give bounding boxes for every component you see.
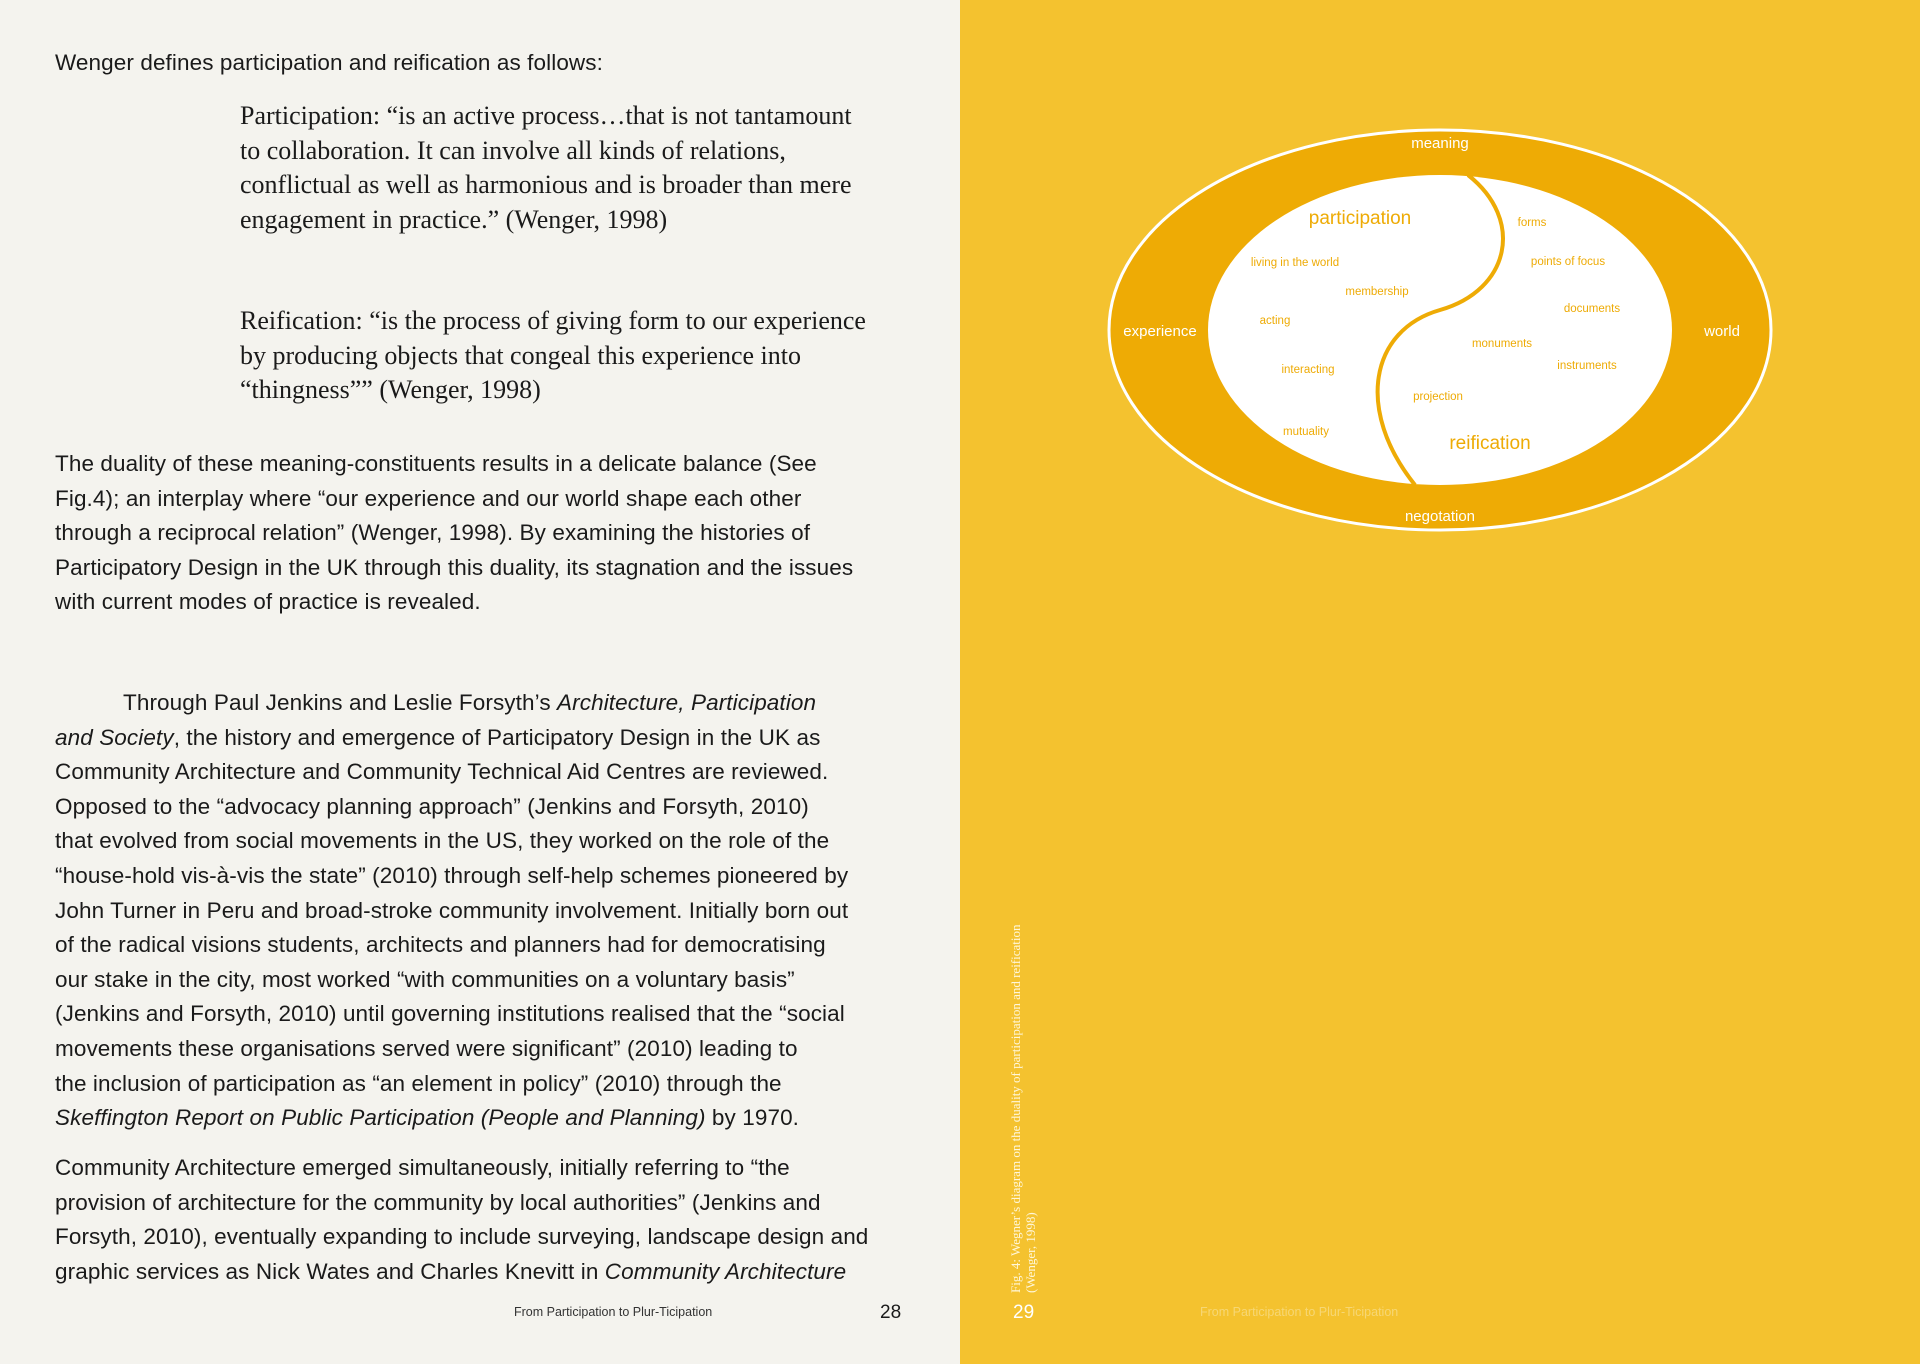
book-title-italic: Architecture, Participation [557, 690, 817, 715]
quote-reification [240, 304, 920, 408]
paragraph-line: Community Architecture emerged simultaneously, initially referring to “the [55, 1155, 790, 1180]
book-title-italic: Community Architecture [604, 1258, 847, 1284]
inner-ellipse [1208, 175, 1672, 485]
paragraph-line: that evolved from social movements in the US, they worked on the role of the [55, 828, 830, 854]
community-paragraph [55, 1151, 915, 1289]
term-living-in-the-world: living in the world [1250, 257, 1340, 269]
paragraph-line: (Jenkins and Forsyth, 2010) until governing institutions realised that the “social [55, 1001, 845, 1027]
term-membership: membership [1345, 286, 1409, 298]
quote-line: Participation: “is an active process…that is not tantamount [240, 101, 852, 130]
paragraph-line [55, 1255, 915, 1290]
paragraph-line: Community Architecture and Community Technical Aid Centres are reviewed. [55, 759, 829, 785]
paragraph-line: of the radical visions students, architects and planners had for democratising [55, 932, 826, 958]
paragraph-line: John Turner in Peru and broad-stroke community involvement. Initially born out [55, 897, 849, 923]
participation-title: participation [1308, 208, 1412, 229]
running-footer-right: From Participation to Plur-Ticipation [1200, 1305, 1399, 1319]
term-points-of-focus: points of focus [1530, 256, 1606, 268]
reification-title: reification [1449, 433, 1531, 454]
paragraph-line [55, 721, 915, 756]
quote-line: conflictual as well as harmonious and is broader than mere [240, 170, 852, 199]
term-documents: documents [1563, 303, 1621, 315]
quote-line: to collaboration. It can involve all kinds of relations, [240, 135, 786, 165]
paragraph-line [55, 686, 915, 721]
term-projection: projection [1413, 391, 1463, 403]
paragraph-line: the inclusion of participation as “an element in policy” (2010) through the [55, 1070, 782, 1096]
paragraph-line: our stake in the city, most worked “with communities on a voluntary basis” [55, 966, 795, 992]
paragraph-line: “house-hold vis-à-vis the state” (2010) through self-help schemes pioneered by [55, 862, 849, 888]
paragraph-line: movements these organisations served were significant” (2010) leading to [55, 1035, 798, 1061]
label-negotation: negotation [1404, 508, 1476, 525]
figure-caption: Fig. 4: Wegner’s diagram on the duality of participation and reification (Wenger, 1998) [1008, 924, 1038, 1293]
page-number-left: 28 [880, 1302, 902, 1323]
term-monuments: monuments [1471, 338, 1533, 350]
paragraph-line [55, 1101, 915, 1136]
paragraph-line: with current modes of practice is revealed. [55, 589, 481, 615]
term-instruments: instruments [1557, 360, 1617, 372]
report-title-italic: Skeffington Report on Public Participation (People and Planning) [55, 1105, 706, 1131]
jenkins-paragraph [55, 686, 915, 1136]
term-mutuality: mutuality [1282, 426, 1330, 438]
line-text: Through Paul Jenkins and Leslie Forsyth’s [123, 690, 558, 715]
term-interacting: interacting [1281, 364, 1335, 376]
quote-line: “thingness”” (Wenger, 1998) [240, 375, 541, 404]
term-acting: acting [1259, 315, 1291, 327]
line-text: by 1970. [705, 1105, 800, 1131]
paragraph-line: Participatory Design in the UK through this duality, its stagnation and the issues [55, 554, 854, 580]
label-experience: experience [1123, 323, 1197, 340]
book-title-italic: and Society [55, 724, 174, 750]
quote-line: by producing objects that congeal this experience into [240, 340, 801, 370]
page-number-right: 29 [1013, 1302, 1035, 1323]
line-text: graphic services as Nick Wates and Charles Knevitt in [55, 1258, 605, 1284]
paragraph-line: Opposed to the “advocacy planning approach” (Jenkins and Forsyth, 2010) [55, 793, 809, 819]
quote-line: Reification: “is the process of giving form to our experience [240, 306, 866, 335]
line-text: , the history and emergence of Participatory Design in the UK as [173, 724, 821, 750]
quote-participation [240, 99, 920, 237]
duality-paragraph [55, 447, 915, 620]
paragraph-line: The duality of these meaning-constituents results in a delicate balance (See [55, 451, 817, 476]
intro-text: Wenger defines participation and reification as follows: [55, 50, 603, 75]
paragraph-line: Fig.4); an interplay where “our experience and our world shape each other [55, 485, 802, 511]
running-footer-left: From Participation to Plur-Ticipation [514, 1305, 713, 1319]
quote-line: engagement in practice.” (Wenger, 1998) [240, 204, 668, 234]
paragraph-line: provision of architecture for the community by local authorities” (Jenkins and [55, 1189, 821, 1215]
wenger-duality-diagram [1100, 110, 1780, 550]
term-forms: forms [1517, 217, 1547, 229]
paragraph-line: Forsyth, 2010), eventually expanding to include surveying, landscape design and [55, 1224, 869, 1250]
paragraph-line: through a reciprocal relation” (Wenger, 1998). By examining the histories of [55, 520, 811, 546]
label-meaning: meaning [1411, 135, 1469, 152]
label-world: world [1704, 323, 1740, 340]
